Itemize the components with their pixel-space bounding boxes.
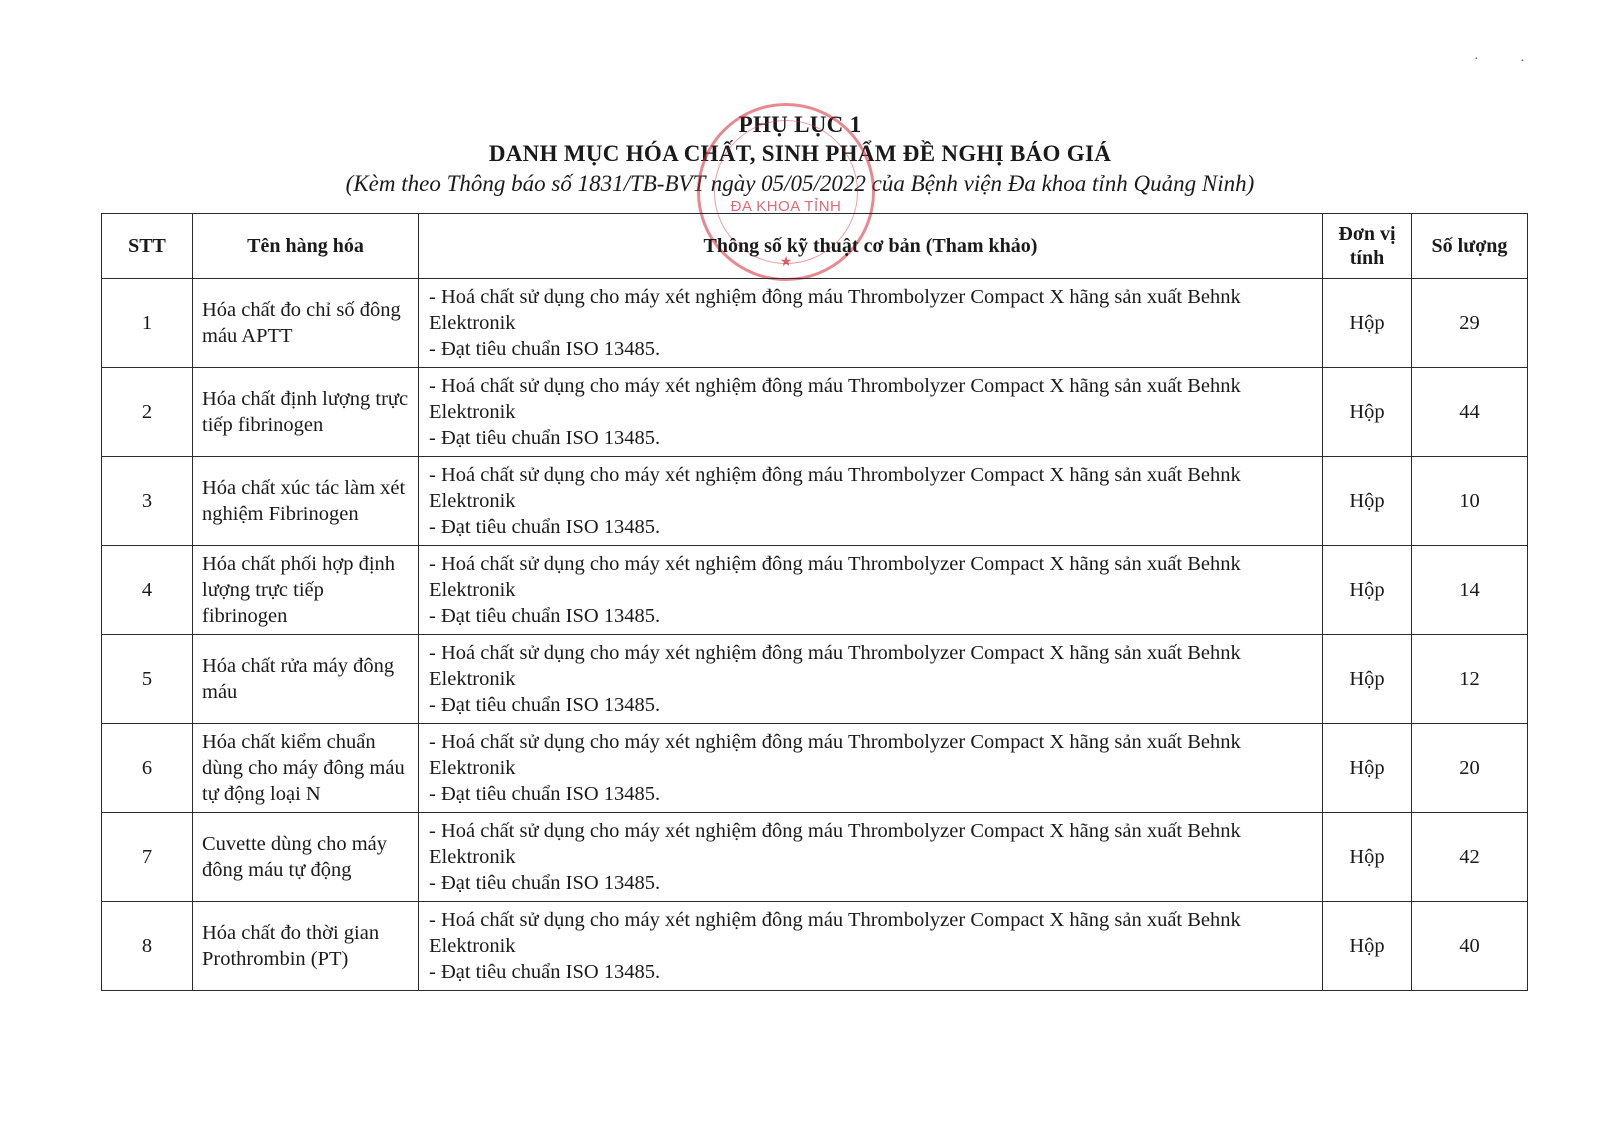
table-row — [102, 546, 1528, 635]
document-subtitle: DANH MỤC HÓA CHẤT, SINH PHẨM ĐỀ NGHỊ BÁO GIÁ — [488, 141, 1112, 166]
table-row — [102, 724, 1528, 813]
row-unit: Hộp — [1323, 724, 1412, 813]
scan-speck: · — [1474, 52, 1479, 67]
table-row — [102, 813, 1528, 902]
table-row — [102, 368, 1528, 457]
row-item-name: Cuvette dùng cho máy đông máu tự động — [193, 813, 419, 902]
col-header-stt: STT — [102, 214, 193, 279]
row-quantity: 12 — [1412, 635, 1528, 724]
spec-standard-line: - Đạt tiêu chuẩn ISO 13485. — [429, 961, 661, 983]
row-quantity: 40 — [1412, 902, 1528, 991]
spec-usage-line: - Hoá chất sử dụng cho máy xét nghiệm đông máu Thrombolyzer Compact X hãng sản xuất Behnk Elektronik — [429, 642, 1241, 690]
row-quantity: 42 — [1412, 813, 1528, 902]
row-item-name: Hóa chất đo thời gian Prothrombin (PT) — [193, 902, 419, 991]
seal-star-icon: ★ — [779, 255, 793, 270]
row-stt: 4 — [102, 546, 193, 635]
row-stt: 7 — [102, 813, 193, 902]
spec-usage-line: - Hoá chất sử dụng cho máy xét nghiệm đông máu Thrombolyzer Compact X hãng sản xuất Behnk Elektronik — [429, 286, 1241, 334]
row-spec — [419, 546, 1323, 635]
row-unit: Hộp — [1323, 279, 1412, 368]
spec-usage-line: - Hoá chất sử dụng cho máy xét nghiệm đông máu Thrombolyzer Compact X hãng sản xuất Behnk Elektronik — [429, 375, 1241, 423]
table-row — [102, 902, 1528, 991]
spec-standard-line: - Đạt tiêu chuẩn ISO 13485. — [429, 605, 661, 627]
row-unit: Hộp — [1323, 368, 1412, 457]
row-item-name: Hóa chất đo chỉ số đông máu APTT — [193, 279, 419, 368]
row-spec — [419, 279, 1323, 368]
table-row — [102, 279, 1528, 368]
seal-text: ĐA KHOA TỈNH — [730, 198, 842, 215]
col-header-spec: Thông số kỹ thuật cơ bản (Tham khảo) — [419, 214, 1323, 279]
spec-standard-line: - Đạt tiêu chuẩn ISO 13485. — [429, 338, 661, 360]
spec-standard-line: - Đạt tiêu chuẩn ISO 13485. — [429, 872, 661, 894]
row-item-name: Hóa chất xúc tác làm xét nghiệm Fibrinogen — [193, 457, 419, 546]
row-stt: 3 — [102, 457, 193, 546]
appendix-title: PHỤ LỤC 1 — [738, 112, 862, 137]
row-item-name: Hóa chất phối hợp định lượng trực tiếp fibrinogen — [193, 546, 419, 635]
row-unit: Hộp — [1323, 902, 1412, 991]
row-unit: Hộp — [1323, 457, 1412, 546]
table-header-row — [102, 214, 1528, 279]
row-item-name: Hóa chất kiểm chuẩn dùng cho máy đông máu tự động loại N — [193, 724, 419, 813]
spec-usage-line: - Hoá chất sử dụng cho máy xét nghiệm đông máu Thrombolyzer Compact X hãng sản xuất Behnk Elektronik — [429, 820, 1241, 868]
row-unit: Hộp — [1323, 546, 1412, 635]
row-spec — [419, 902, 1323, 991]
row-quantity: 44 — [1412, 368, 1528, 457]
row-quantity: 20 — [1412, 724, 1528, 813]
row-spec — [419, 724, 1323, 813]
row-unit: Hộp — [1323, 635, 1412, 724]
row-spec — [419, 457, 1323, 546]
row-stt: 5 — [102, 635, 193, 724]
spec-standard-line: - Đạt tiêu chuẩn ISO 13485. — [429, 427, 661, 449]
table-row — [102, 457, 1528, 546]
items-table — [101, 213, 1528, 991]
row-quantity: 29 — [1412, 279, 1528, 368]
document-note: (Kèm theo Thông báo số 1831/TB-BVT ngày 05/05/2022 của Bệnh viện Đa khoa tỉnh Quảng Ninh) — [345, 171, 1255, 196]
spec-standard-line: - Đạt tiêu chuẩn ISO 13485. — [429, 516, 661, 538]
row-spec — [419, 368, 1323, 457]
row-item-name: Hóa chất định lượng trực tiếp fibrinogen — [193, 368, 419, 457]
row-item-name: Hóa chất rửa máy đông máu — [193, 635, 419, 724]
col-header-unit: Đơn vị tính — [1323, 214, 1412, 279]
row-spec — [419, 635, 1323, 724]
row-stt: 8 — [102, 902, 193, 991]
row-stt: 1 — [102, 279, 193, 368]
row-stt: 2 — [102, 368, 193, 457]
spec-usage-line: - Hoá chất sử dụng cho máy xét nghiệm đông máu Thrombolyzer Compact X hãng sản xuất Behnk Elektronik — [429, 553, 1241, 601]
col-header-qty: Số lượng — [1412, 214, 1528, 279]
spec-standard-line: - Đạt tiêu chuẩn ISO 13485. — [429, 694, 661, 716]
table-row — [102, 635, 1528, 724]
spec-usage-line: - Hoá chất sử dụng cho máy xét nghiệm đông máu Thrombolyzer Compact X hãng sản xuất Behnk Elektronik — [429, 731, 1241, 779]
row-quantity: 10 — [1412, 457, 1528, 546]
row-quantity: 14 — [1412, 546, 1528, 635]
spec-usage-line: - Hoá chất sử dụng cho máy xét nghiệm đông máu Thrombolyzer Compact X hãng sản xuất Behnk Elektronik — [429, 464, 1241, 512]
scan-speck: · — [1520, 54, 1525, 69]
row-stt: 6 — [102, 724, 193, 813]
row-spec — [419, 813, 1323, 902]
row-unit: Hộp — [1323, 813, 1412, 902]
col-header-name: Tên hàng hóa — [193, 214, 419, 279]
spec-usage-line: - Hoá chất sử dụng cho máy xét nghiệm đông máu Thrombolyzer Compact X hãng sản xuất Behnk Elektronik — [429, 909, 1241, 957]
spec-standard-line: - Đạt tiêu chuẩn ISO 13485. — [429, 783, 661, 805]
